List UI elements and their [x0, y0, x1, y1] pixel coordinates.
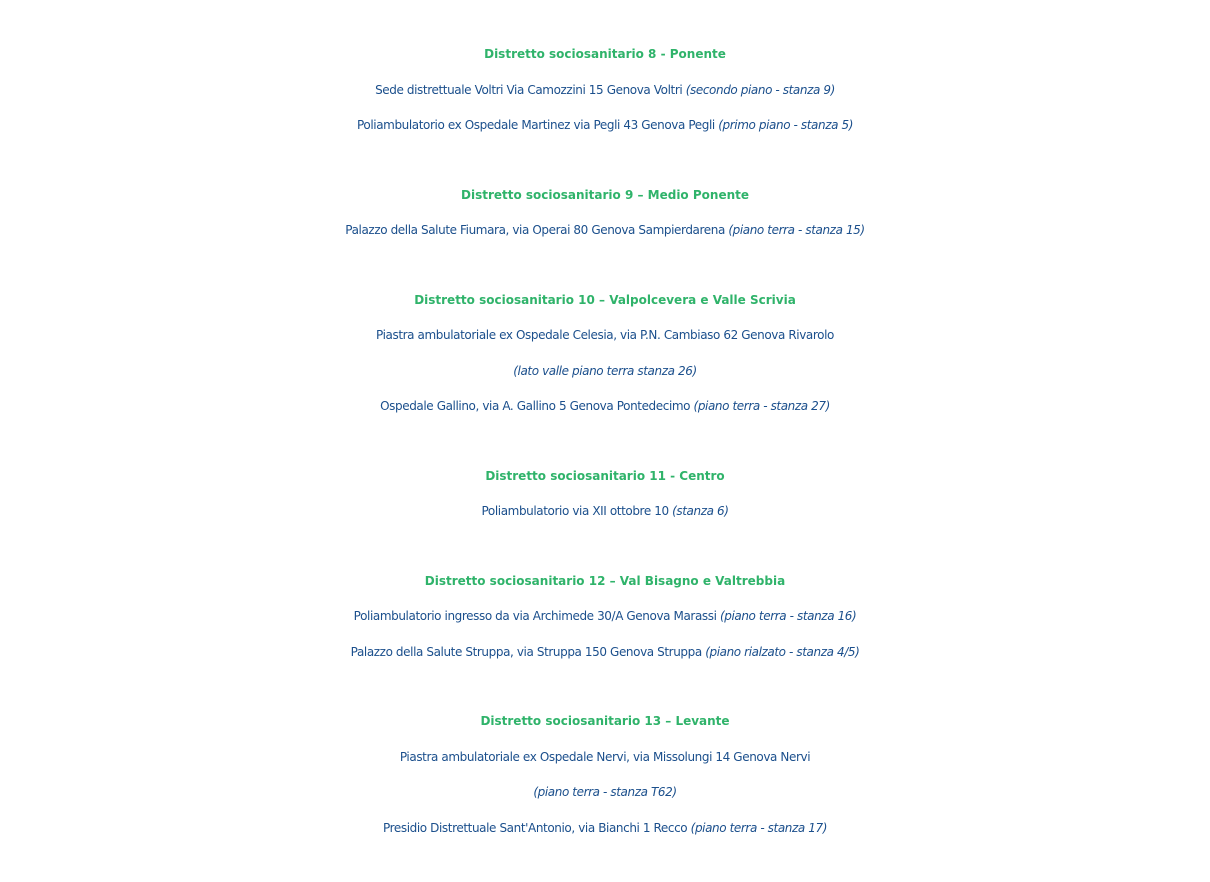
location-line [0, 775, 1210, 811]
district-13 [0, 704, 1210, 846]
location-line [0, 318, 1210, 354]
location-line [0, 494, 1210, 530]
district-title: Distretto sociosanitario 11 - Centro [485, 468, 725, 483]
location-line [0, 354, 1210, 390]
location-address: Palazzo della Salute Struppa, via Struppa 150 Genova Struppa [350, 644, 706, 659]
location-address: Piastra ambulatoriale ex Ospedale Nervi, via Missolungi 14 Genova Nervi [399, 749, 811, 764]
district-11 [0, 459, 1210, 530]
district-10 [0, 283, 1210, 425]
location-line [0, 108, 1210, 144]
location-note: (piano terra - stanza T62) [533, 785, 677, 799]
location-address: Presidio Distrettuale Sant'Antonio, via Bianchi 1 Recco [382, 820, 691, 835]
location-note: (secondo piano - stanza 9) [685, 82, 835, 97]
location-line [0, 389, 1210, 425]
location-address: Poliambulatorio ingresso da via Archimede 30/A Genova Marassi [353, 609, 720, 623]
location-note: (primo piano - stanza 5) [718, 118, 853, 132]
location-note: (piano terra - stanza 17) [690, 820, 828, 835]
location-line [0, 73, 1210, 109]
district-8 [0, 37, 1210, 144]
location-note: (lato valle piano terra stanza 26) [513, 363, 697, 378]
district-list [0, 37, 1210, 880]
location-address: Piastra ambulatoriale ex Ospedale Celesia, via P.N. Cambiaso 62 Genova Rivarolo [376, 328, 834, 342]
location-note: (piano terra - stanza 15) [728, 223, 865, 237]
district-title: Distretto sociosanitario 13 – Levante [480, 714, 730, 728]
district-12 [0, 564, 1210, 671]
location-note: (piano terra - stanza 16) [719, 609, 857, 623]
location-line [0, 740, 1210, 776]
location-note: (piano rialzato - stanza 4/5) [705, 644, 860, 659]
location-note: (stanza 6) [672, 504, 729, 518]
location-address: Ospedale Gallino, via A. Gallino 5 Genova Pontedecimo [380, 399, 694, 413]
district-9 [0, 178, 1210, 249]
location-line [0, 635, 1210, 671]
location-line [0, 213, 1210, 249]
location-address: Poliambulatorio via XII ottobre 10 [481, 504, 673, 518]
location-address: Poliambulatorio ex Ospedale Martinez via Pegli 43 Genova Pegli [356, 118, 719, 132]
district-title: Distretto sociosanitario 8 - Ponente [484, 47, 726, 61]
district-title: Distretto sociosanitario 12 – Val Bisagno e Valtrebbia [424, 573, 786, 588]
location-address: Sede distrettuale Voltri Via Camozzini 15 Genova Voltri [375, 82, 686, 97]
location-line [0, 599, 1210, 635]
location-address: Palazzo della Salute Fiumara, via Operai 80 Genova Sampierdarena [345, 223, 729, 237]
district-title: Distretto sociosanitario 10 – Valpolcevera e Valle Scrivia [414, 292, 796, 307]
location-line [0, 811, 1210, 847]
location-note: (piano terra - stanza 27) [693, 399, 830, 413]
district-title: Distretto sociosanitario 9 – Medio Ponente [461, 187, 749, 202]
